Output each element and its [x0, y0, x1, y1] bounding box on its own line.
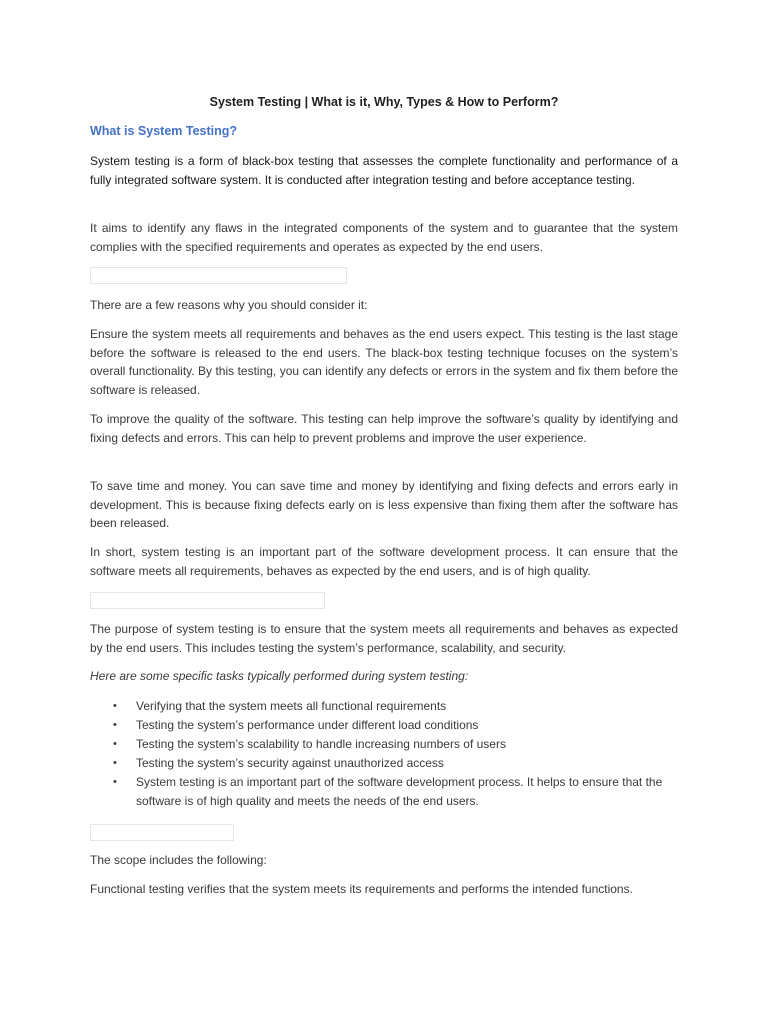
- paragraph-reasons-intro: There are a few reasons why you should consider it:: [90, 298, 368, 312]
- bullet-icon: •: [113, 700, 117, 712]
- paragraph-functional-testing: Functional testing verifies that the system meets its requirements and performs the intended functions.: [90, 882, 633, 896]
- image-placeholder-1: [90, 267, 347, 284]
- paragraph-aims: It aims to identify any flaws in the integrated components of the system and to guarantee that the system complies with the specified requirements and operates as expected by the end users.: [90, 221, 678, 254]
- bullet-icon: •: [113, 719, 117, 731]
- list-item: • Testing the system’s scalability to handle increasing numbers of users: [90, 735, 678, 754]
- list-item: • Testing the system’s security against unauthorized access: [90, 754, 678, 773]
- bullet-icon: •: [113, 757, 117, 769]
- image-placeholder-3: [90, 824, 234, 841]
- list-item: • Verifying that the system meets all functional requirements: [90, 697, 678, 716]
- document-title: System Testing | What is it, Why, Types & How to Perform?: [209, 95, 559, 109]
- image-placeholder-2: [90, 592, 325, 609]
- paragraph-reason-cost: To save time and money. You can save time and money by identifying and fixing defects and errors early in development. This is because fixing defects early on is less expensive than fixing them after the software has been released.: [90, 479, 678, 531]
- paragraph-scope-intro: The scope includes the following:: [90, 853, 267, 867]
- paragraph-summary: In short, system testing is an important part of the software development process. It can ensure that the software meets all requirements, behaves as expected by the end users, and is of high quality.: [90, 545, 678, 578]
- list-item: • Testing the system’s performance under different load conditions: [90, 716, 678, 735]
- paragraph-definition: System testing is a form of black-box testing that assesses the complete functionality and performance of a fully integrated software system. It is conducted after integration testing and before acceptance testing.: [90, 154, 678, 187]
- list-item: • System testing is an important part of the software development process. It helps to ensure that the software is of high quality and meets the needs of the end users.: [113, 775, 663, 808]
- paragraph-reason-quality: To improve the quality of the software. This testing can help improve the software’s quality by identifying and fixing defects and errors. This can help to prevent problems and improve the user experience.: [90, 412, 678, 445]
- bullet-icon: •: [113, 738, 117, 750]
- paragraph-reason-requirements: Ensure the system meets all requirements and behaves as the end users expect. This testing is the last stage before the software is released to the end users. The black-box testing technique focuses on the system’s overall functionality. By this testing, you can identify any defects or errors in the system and fix them before the software is released.: [90, 327, 678, 397]
- section-heading: What is System Testing?: [90, 124, 238, 138]
- bullet-icon: •: [113, 776, 117, 788]
- paragraph-purpose: The purpose of system testing is to ensure that the system meets all requirements and behaves as expected by the end users. This includes testing the system’s performance, scalability, and security.: [90, 622, 678, 655]
- paragraph-tasks-intro: Here are some specific tasks typically performed during system testing:: [90, 669, 469, 683]
- tasks-list: [90, 697, 678, 811]
